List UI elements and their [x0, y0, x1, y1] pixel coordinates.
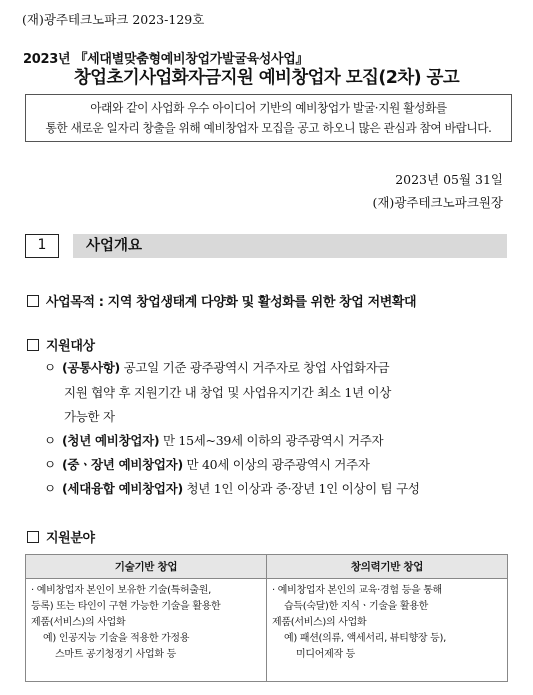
target-item-label: (중ㆍ장년 예비창업자) — [62, 457, 183, 472]
circle-bullet-icon: ㅇ — [44, 433, 56, 448]
circle-bullet-icon: ㅇ — [44, 360, 56, 375]
target-item-label: (공통사항) — [62, 360, 120, 375]
intro-line: 아래와 같이 사업화 우수 아이디어 기반의 예비창업가 발굴·지원 활성화를 — [90, 101, 447, 115]
target-item-continuation: 지원 협약 후 지원기간 내 창업 및 사업유지기간 최소 1년 이상 — [64, 385, 391, 400]
table-row — [26, 579, 508, 682]
section-number: 1 — [25, 234, 59, 258]
fields-table — [25, 554, 508, 682]
circle-bullet-icon: ㅇ — [44, 457, 56, 472]
creative-cell — [267, 579, 508, 682]
fields-heading-text: 지원분야 — [46, 531, 95, 546]
cell-line: 제품(서비스)의 사업화 — [31, 617, 126, 628]
column-header-creative: 창의력기반 창업 — [267, 555, 508, 579]
cell-line: 습득(숙달)한 지식ㆍ기술을 활용한 — [284, 601, 429, 612]
square-bullet-icon — [27, 531, 39, 543]
target-heading — [27, 335, 95, 354]
cell-line: 제품(서비스)의 사업화 — [272, 617, 367, 628]
target-item-text: 공고일 기준 광주광역시 거주자로 창업 사업화자금 — [119, 360, 390, 375]
fields-heading — [27, 527, 95, 546]
purpose-heading — [27, 291, 416, 310]
cell-line: · 예비창업자 본인의 교육·경험 등을 통해 — [272, 585, 442, 596]
target-item-continuation: 가능한 자 — [64, 409, 115, 424]
document-number: (재)광주테크노파크 2023-129호 — [22, 12, 205, 27]
target-item-text: 만 40세 이상의 광주광역시 거주자 — [182, 457, 370, 472]
purpose-text: 사업목적 : 지역 창업생태계 다양화 및 활성화를 위한 창업 저변확대 — [46, 295, 417, 310]
target-item — [44, 453, 370, 477]
circle-bullet-icon: ㅇ — [44, 481, 56, 496]
target-item-text: 만 15세~39세 이하의 광주광역시 거주자 — [159, 433, 384, 448]
cell-line: 등록) 또는 타인이 구현 가능한 기술을 활용한 — [31, 601, 221, 612]
target-item — [44, 356, 389, 380]
signer: (재)광주테크노파크원장 — [372, 195, 503, 210]
target-item — [44, 429, 383, 453]
target-item-label: (청년 예비창업자) — [62, 433, 160, 448]
cell-line: · 예비창업자 본인이 보유한 기술(특허출원, — [31, 585, 211, 596]
column-header-tech: 기술기반 창업 — [26, 555, 267, 579]
target-item — [44, 477, 420, 501]
program-subtitle: 2023년 『세대별맞춤형예비창업가발굴육성사업』 — [23, 52, 309, 67]
target-heading-text: 지원대상 — [46, 339, 95, 354]
target-item-text: 청년 1인 이상과 중·장년 1인 이상이 팀 구성 — [182, 481, 420, 496]
section-title: 사업개요 — [73, 234, 507, 258]
cell-line: 예) 인공지능 기술을 적용한 가정용 — [43, 633, 190, 644]
target-item-label: (세대융합 예비창업자) — [62, 481, 183, 496]
cell-line: 예) 패션(의류, 액세서리, 뷰티향장 등), — [284, 633, 446, 644]
announcement-title: 창업초기사업화자금지원 예비창업자 모집(2차) 공고 — [73, 68, 460, 88]
cell-line: 스마트 공기청정기 사업화 등 — [55, 649, 176, 660]
square-bullet-icon — [27, 295, 39, 307]
cell-line: 미디어제작 등 — [296, 649, 356, 660]
intro-line: 통한 새로운 일자리 창출을 위해 예비창업자 모집을 공고 하오니 많은 관심과 참여 바랍니다. — [45, 121, 492, 135]
square-bullet-icon — [27, 339, 39, 351]
table-header-row — [26, 555, 508, 579]
announcement-date: 2023년 05월 31일 — [395, 172, 503, 187]
intro-box — [25, 94, 512, 142]
tech-cell — [26, 579, 267, 682]
